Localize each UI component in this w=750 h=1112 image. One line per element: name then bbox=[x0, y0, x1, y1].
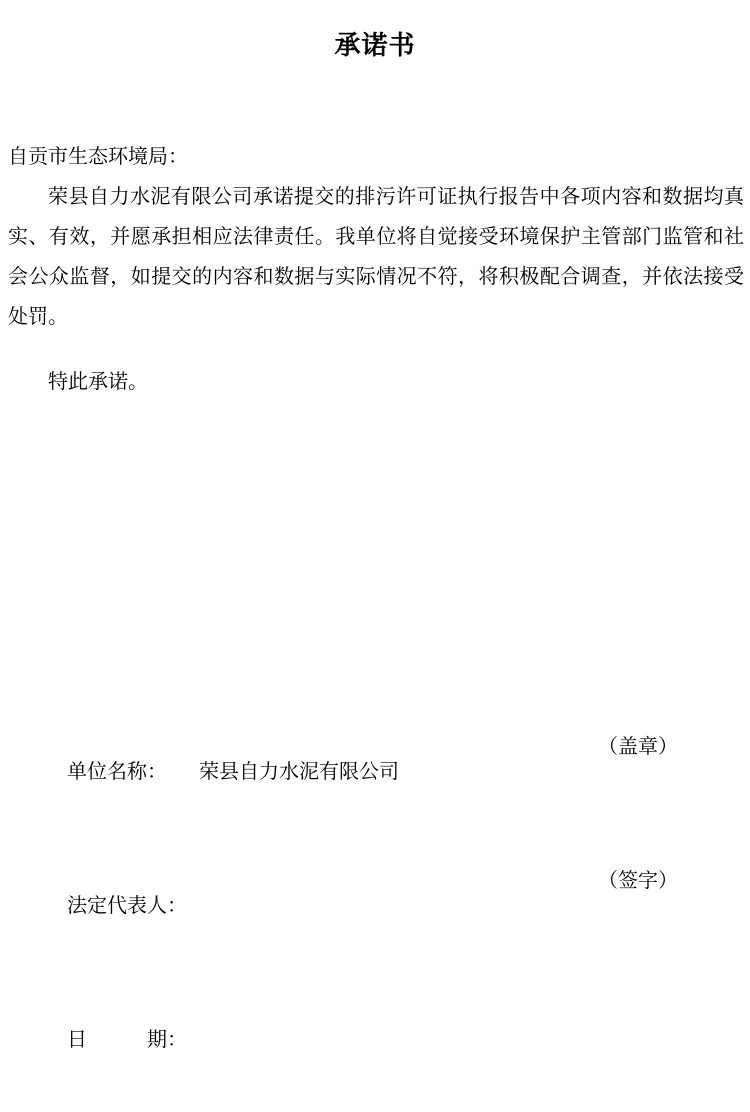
unit-name-value: 荣县自力水泥有限公司 bbox=[199, 761, 399, 783]
unit-name-row bbox=[37, 735, 750, 835]
document-title: 承诺书 bbox=[334, 31, 416, 60]
unit-name-label: 单位名称： bbox=[67, 761, 167, 783]
salutation: 自贡市生态环境局： bbox=[8, 146, 188, 168]
date-label: 日 期： bbox=[67, 1029, 187, 1051]
body-paragraph: 荣县自力水泥有限公司承诺提交的排污许可证执行报告中各项内容和数据均真实、有效，并愿承担相应法律责任。我单位将自觉接受环境保护主管部门监管和社会公众监督，如提交的内容和数据与实际情况不符，将积极配合调查，并依法接受处罚。 bbox=[8, 186, 744, 328]
legal-rep-row bbox=[37, 869, 750, 969]
sign-note: （签字） bbox=[598, 870, 678, 892]
seal-note: （盖章） bbox=[598, 736, 678, 758]
signature-block bbox=[37, 735, 750, 1112]
date-row bbox=[37, 1003, 750, 1078]
closing-statement: 特此承诺。 bbox=[48, 371, 148, 393]
document-body bbox=[8, 137, 744, 402]
legal-rep-label: 法定代表人： bbox=[67, 895, 187, 917]
